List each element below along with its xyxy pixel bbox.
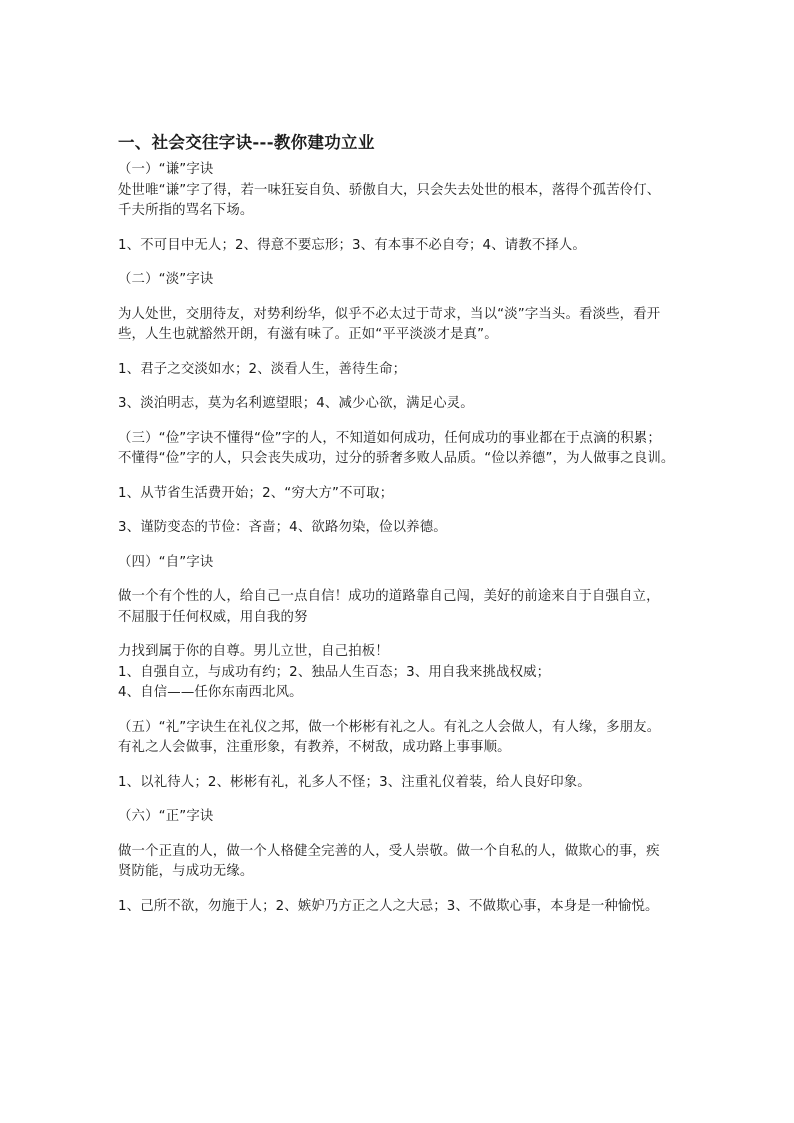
list-line: 1、从节省生活费开始；2、“穷大方”不可取；: [118, 485, 394, 501]
list-line: 1、自强自立，与成功有约；2、独品人生百态；3、用自我来挑战权威；: [118, 664, 551, 680]
list-line: 1、以礼待人；2、彬彬有礼，礼多人不怪；3、注重礼仪着装，给人良好印象。: [118, 774, 591, 790]
section-heading-zi: （四）“自”字诀: [118, 554, 214, 570]
section-heading-jian: （三）“俭”字诀不懂得“俭”字的人，不知道如何成功，任何成功的事业都在于点滴的积累；: [118, 430, 661, 446]
paragraph-line: 为人处世，交朋待友，对势利纷华，似乎不必太过于苛求，当以“淡”字当头。看淡些，看开: [118, 306, 661, 322]
list-line: 3、谨防变态的节俭：吝啬；4、欲路勿染，俭以养德。: [118, 520, 447, 535]
paragraph-line: 千夫所指的骂名下场。: [118, 203, 254, 218]
paragraph-line: 不懂得“俭”字的人，只会丧失成功，过分的骄奢多败人品质。“俭以养德”，为人做事之良训。: [118, 451, 675, 466]
paragraph-line: 处世唯“谦”字了得，若一味狂妄自负、骄傲自大，只会失去处世的根本，落得个孤苦伶仃、: [118, 182, 661, 198]
list-line: 4、自信——任你东南西北风。: [118, 685, 303, 700]
paragraph-line: 做一个有个性的人，给自己一点自信！成功的道路靠自己闯，美好的前途来自于自强自立，: [118, 589, 660, 604]
paragraph-line: 做一个正直的人，做一个人格健全完善的人，受人崇敬。做一个自私的人，做欺心的事，疾: [118, 843, 660, 859]
section-heading-qian: （一）“谦”字诀: [118, 162, 214, 177]
paragraph-line: 有礼之人会做事，注重形象，有教养，不树敌，成功路上事事顺。: [118, 740, 511, 755]
list-line: 1、己所不欲，勿施于人；2、嫉妒乃方正之人之大忌；3、不做欺心事，本身是一种愉悦。: [118, 898, 659, 914]
paragraph-line: 力找到属于你的自尊。男儿立世，自己拍板！: [118, 644, 389, 659]
section-heading-zheng: （六）“正”字诀: [118, 809, 214, 824]
section-heading-dan: （二）“淡”字诀: [118, 272, 214, 287]
list-line: 3、淡泊明志，莫为名利遮望眼；4、减少心欲，满足心灵。: [118, 396, 474, 411]
paragraph-line: 些，人生也就豁然开朗，有滋有味了。正如“平平淡淡才是真”。: [118, 327, 498, 342]
list-line: 1、君子之交淡如水；2、淡看人生，善待生命；: [118, 361, 407, 377]
document-page: [118, 130, 680, 917]
section-heading-li: （五）“礼”字诀生在礼仪之邦，做一个彬彬有礼之人。有礼之人会做人，有人缘，多朋友。: [118, 719, 661, 735]
list-line: 1、不可目中无人；2、得意不要忘形；3、有本事不必自夸；4、请教不择人。: [118, 237, 586, 253]
paragraph-line: 贤防能，与成功无缘。: [118, 864, 254, 879]
paragraph-line: 不屈服于任何权威，用自我的努: [118, 609, 308, 625]
document-title: 一、社会交往字诀---教你建功立业: [118, 133, 375, 152]
